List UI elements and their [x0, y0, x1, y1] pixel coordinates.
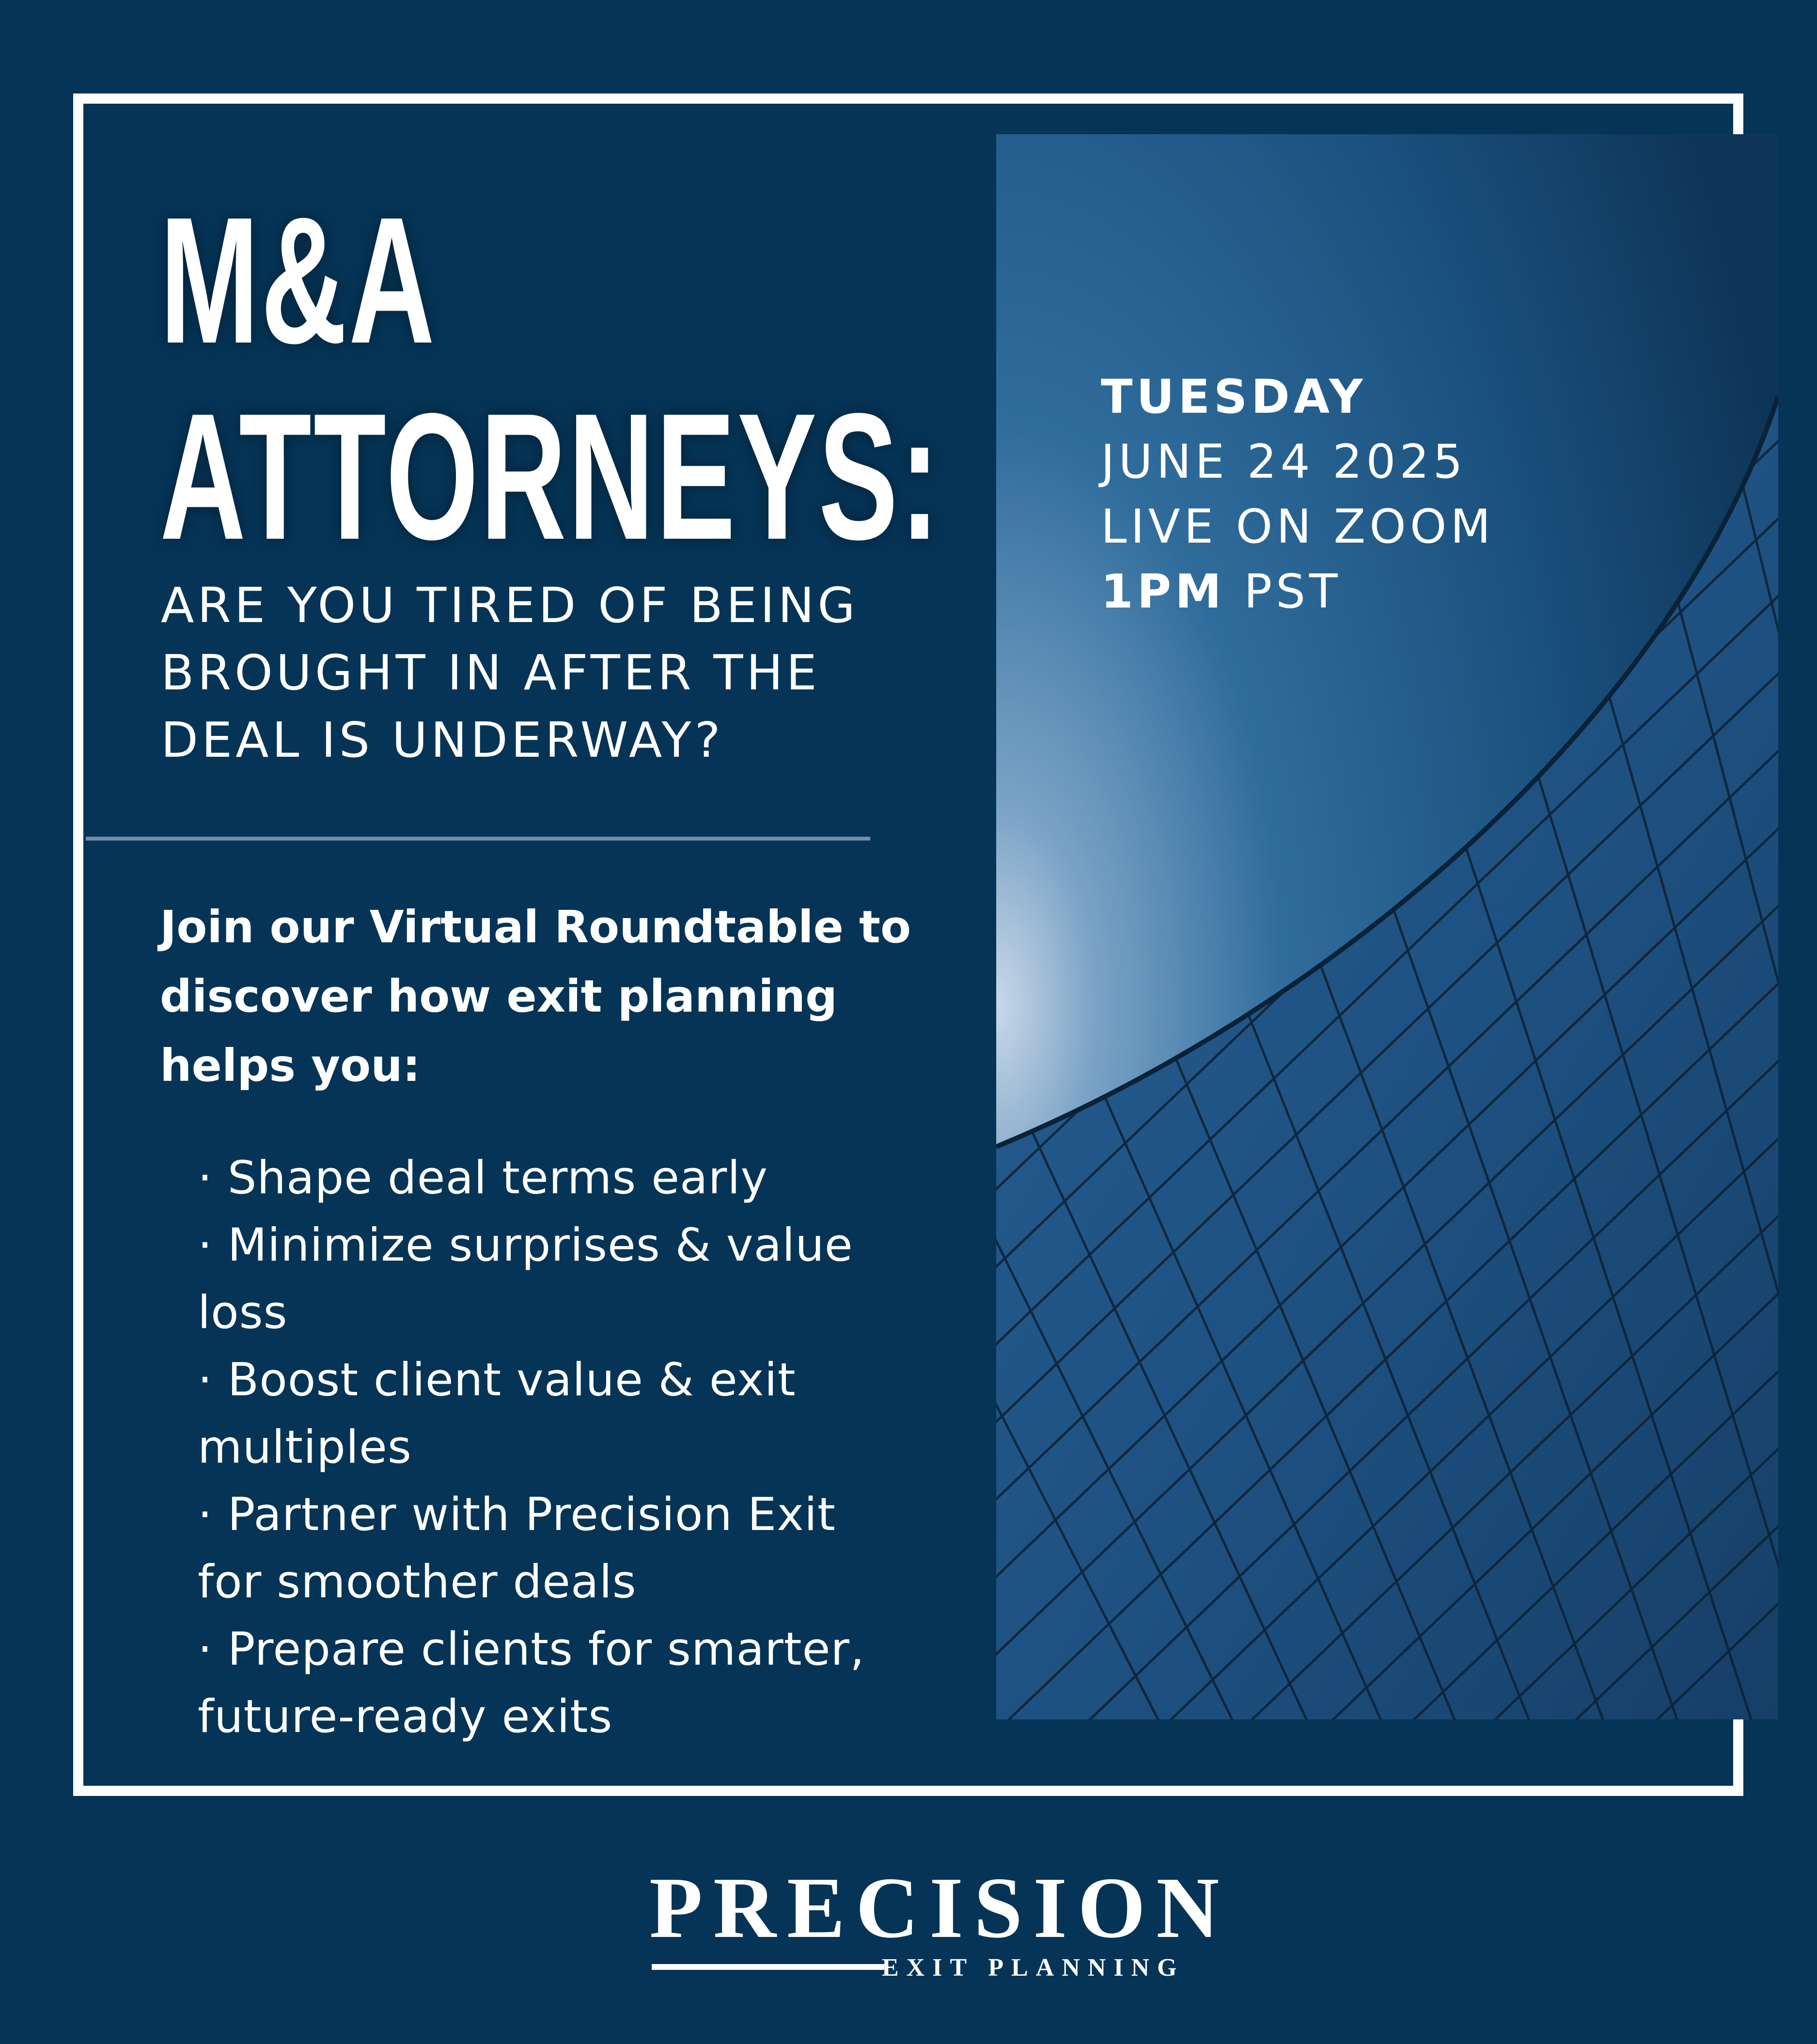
event-day: TUESDAY [1101, 370, 1367, 424]
benefit-item: · Partner with Precision Exit for smoother deals [198, 1488, 836, 1608]
event-time [1101, 559, 1585, 624]
event-time-zone: PST [1244, 564, 1342, 619]
benefit-item: · Shape deal terms early [198, 1152, 768, 1204]
benefit-item: · Prepare clients for smarter, future-ready exits [198, 1623, 865, 1743]
headline-line-1: M&A [160, 179, 437, 381]
event-date: JUNE 24 2025 [1101, 435, 1467, 489]
event-time-hour: 1PM [1101, 564, 1225, 619]
logo-rule [652, 1964, 884, 1970]
event-location: LIVE ON ZOOM [1101, 499, 1495, 554]
benefits-list [198, 1144, 891, 1750]
benefit-item: · Minimize surprises & value loss [198, 1219, 853, 1339]
benefit-item: · Boost client value & exit multiples [198, 1354, 796, 1474]
event-details [1101, 364, 1585, 624]
headline-line-2: ATTORNEYS: [160, 375, 941, 577]
intro-text: Join our Virtual Roundtable to discover how exit planning helps you: [160, 901, 911, 1092]
section-divider [86, 837, 870, 841]
logo-tagline: EXIT PLANNING [882, 1954, 1185, 1982]
logo-name: PRECISION [649, 1859, 1230, 1956]
subheadline: ARE YOU TIRED OF BEING BROUGHT IN AFTER THE DEAL IS UNDERWAY? [161, 577, 859, 768]
precision-logo [649, 1859, 1230, 1982]
